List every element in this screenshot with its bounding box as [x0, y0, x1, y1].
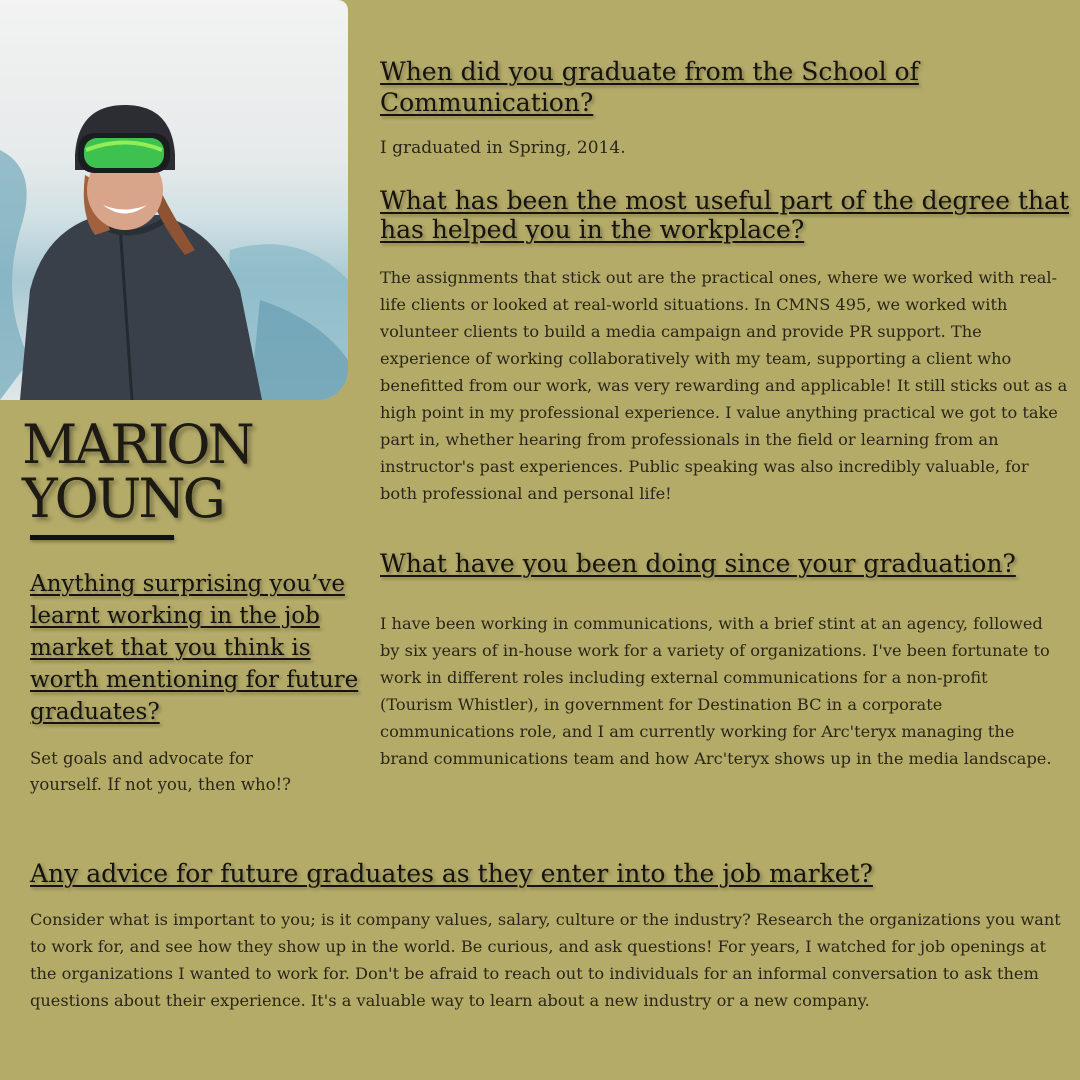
answer-graduation: I graduated in Spring, 2014. — [380, 138, 626, 158]
question-surprising: Anything surprising you’ve learnt working in the job market that you think is worth mentioning for future graduates? — [30, 571, 359, 725]
name-divider — [30, 535, 174, 540]
first-name: MARION — [22, 413, 252, 476]
person-name — [22, 413, 252, 530]
question-since-graduation: What have you been doing since your graduation? — [380, 549, 1016, 578]
question-graduation: When did you graduate from the School of Communication? — [380, 57, 919, 117]
profile-photo — [0, 0, 348, 400]
profile-photo-illustration — [0, 0, 348, 400]
question-useful-part: What has been the most useful part of the degree that has helped you in the workplace? — [380, 186, 1069, 244]
answer-useful-part: The assignments that stick out are the practical ones, where we worked with real-life clients or looked at real-world situations. In CMNS 495, we worked with volunteer clients to build a media campaign and provide PR support. The experience of working collaboratively with my team, supporting a client who benefitted from our work, was very rewarding and applicable! It still sticks out as a high point in my professional experience. I value anything practical we got to take part in, whether hearing from professionals in the field or learning from an instructor's past experiences. Public speaking was also incredibly valuable, for both professional and personal life! — [380, 268, 1068, 503]
last-name: YOUNG — [22, 467, 223, 530]
question-advice: Any advice for future graduates as they enter into the job market? — [30, 859, 873, 888]
answer-advice: Consider what is important to you; is it company values, salary, culture or the industry? Research the organizations you want to work for, and see how they show up in the world. Be curious, and ask questions! For years, I watched for job openings at the organizations I wanted to work for. Don't be afraid to reach out to individuals for an informal conversation to ask them questions about their experience. It's a valuable way to learn about a new industry or a new company. — [30, 910, 1061, 1010]
answer-surprising: Set goals and advocate for yourself. If not you, then who!? — [30, 749, 292, 794]
answer-since-graduation: I have been working in communications, with a brief stint at an agency, followed by six years of in-house work for a variety of organizations. I've been fortunate to work in different roles including external communications for a non-profit (Tourism Whistler), in government for Destination BC in a corporate communications role, and I am currently working for Arc'teryx managing the brand communications team and how Arc'teryx shows up in the media landscape. — [380, 614, 1052, 768]
